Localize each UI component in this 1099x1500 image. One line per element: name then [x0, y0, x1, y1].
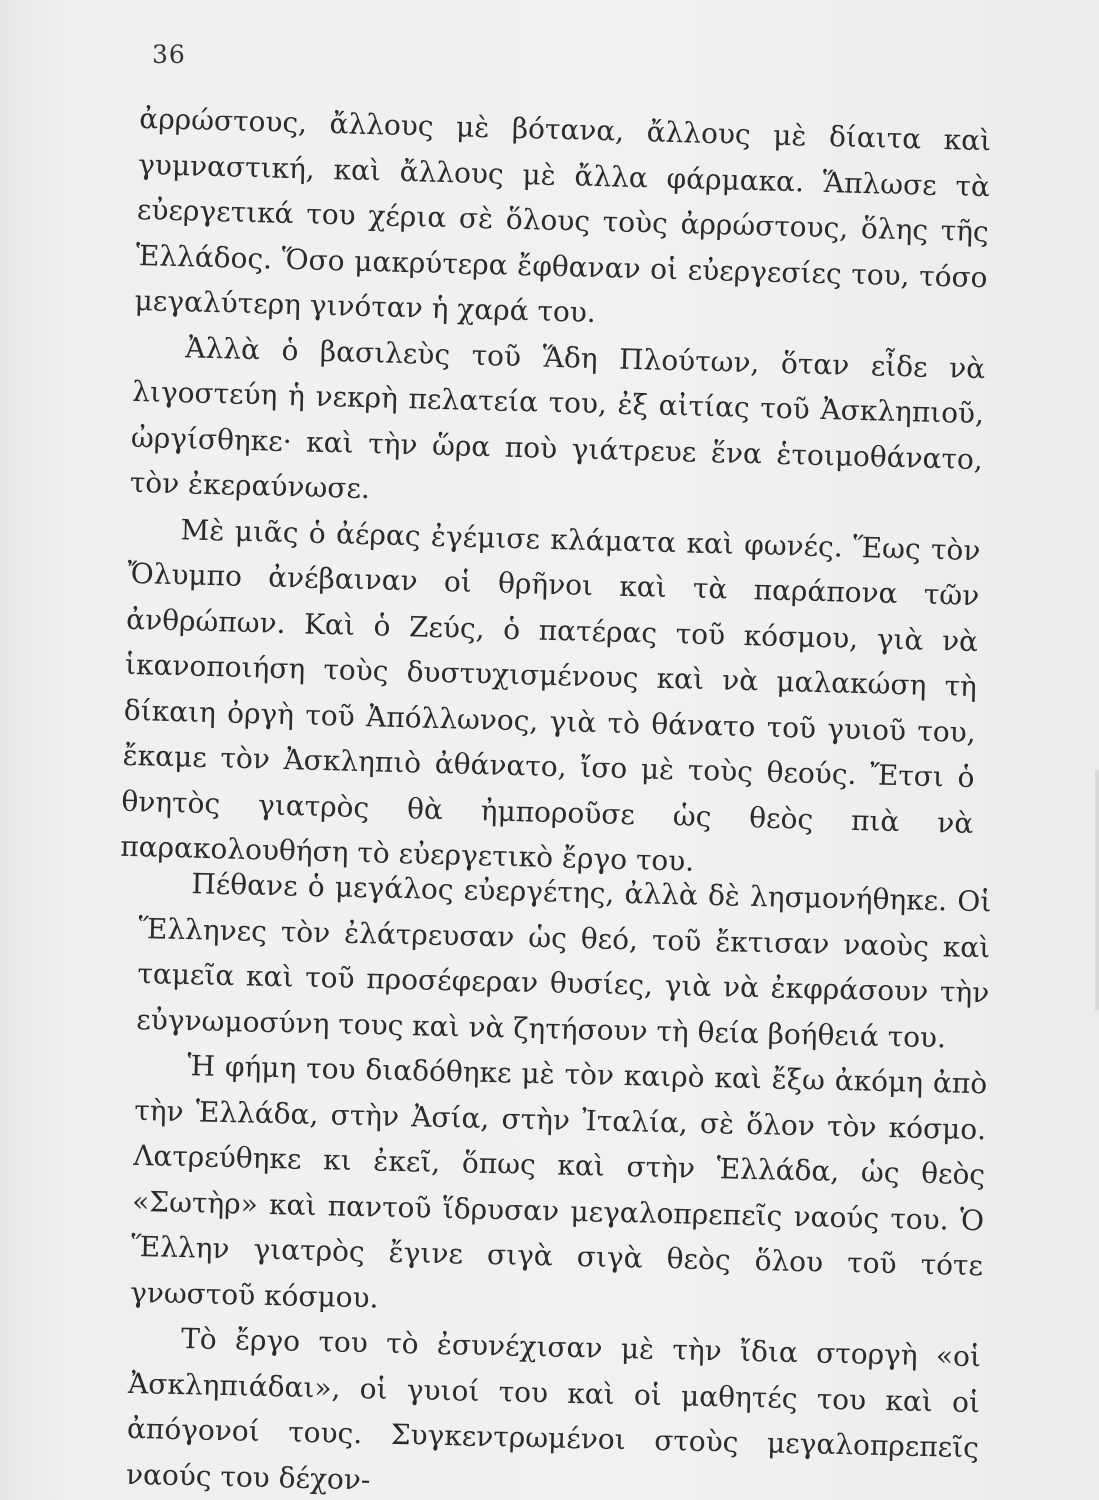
paragraph: Τὸ ἔργο του τὸ ἐσυνέχισαν μὲ τὴν ἴδια στοργὴ «οἱ Ἀσκληπιάδαι», οἱ γυιοί του καὶ οἱ μαθητές του καὶ οἱ ἀπόγονοί τους. Συγκεντρωμένοι στοὺς μεγαλοπρεπεῖς ναούς του δέχον- [125, 1322, 982, 1496]
paragraph: Ἀλλὰ ὁ βασιλεὺς τοῦ Ἅδη Πλούτων, ὅταν εἶδε νὰ λιγοστεύη ἡ νεκρὴ πελατεία του, ἐξ αἰτίας τοῦ Ἀσκληπιοῦ, ὠργίσθηκε· καὶ τὴν ὥρα ποὺ γιάτρευε ἕνα ἑτοιμοθάνατο, τὸν ἐκεραύνωσε. [129, 330, 986, 506]
page-edge-shadow [1095, 770, 1099, 1010]
text-block-top [120, 96, 992, 892]
paragraph: ἀρρώστους, ἄλλους μὲ βότανα, ἄλλους μὲ δίαιτα καὶ γυμναστική, καὶ ἄλλους μὲ ἄλλα φάρμακα. Ἅπλωσε τὰ εὐεργετικά του χέρια σὲ ὅλους τοὺς ἀρρώστους, ὅλης τῆς Ἑλλάδος. Ὅσο μακρύτερα ἔφθαναν οἱ εὐεργεσίες του, τόσο μεγαλύτερη γινόταν ἡ χαρά του. [134, 101, 992, 329]
page-number: 36 [152, 40, 186, 69]
paragraph: Ἡ φήμη του διαδόθηκε μὲ τὸν καιρὸ καὶ ἔξω ἀκόμη ἀπὸ τὴν Ἑλλάδα, στὴν Ἀσία, στὴν Ἰταλία, σὲ ὅλον τὸν κόσμο. Λατρεύθηκε κι ἐκεῖ, ὅπως καὶ στὴν Ἑλλάδα, ὡς θεὸς «Σωτὴρ» καὶ παντοῦ ἵδρυσαν μεγαλοπρεπεῖς ναούς του. Ὁ Ἕλλην γιατρὸς ἔγινε σιγὰ σιγὰ θεὸς ὅλου τοῦ τότε γνωστοῦ κόσμου. [129, 1049, 988, 1315]
text-block-bottom [126, 860, 992, 1500]
paragraph: Πέθανε ὁ μεγάλος εὐεργέτης, ἀλλὰ δὲ λησμονήθηκε. Οἱ Ἕλληνες τὸν ἐλάτρευσαν ὡς θεό, τοῦ ἔκτισαν ναοὺς καὶ ταμεῖα καὶ τοῦ προσέφεραν θυσίες, γιὰ νὰ ἐκφράσουν τὴν εὐγνωμοσύνη τους καὶ νὰ ζητήσουν τὴ θεία βοήθειά του. [136, 867, 992, 1054]
paragraph: Μὲ μιᾶς ὁ ἀέρας ἐγέμισε κλάματα καὶ φωνές. Ἕως τὸν Ὄλυμπο ἀνέβαιναν οἱ θρῆνοι καὶ τὰ παράπονα τῶν ἀνθρώπων. Καὶ ὁ Ζεύς, ὁ πατέρας τοῦ κόσμου, γιὰ νὰ ἱκανοποιήση τοὺς δυστυχισμένους καὶ νὰ μαλακώση τὴ δίκαιη ὀργὴ τοῦ Ἀπόλλωνος, γιὰ τὸ θάνατο τοῦ γυιοῦ του, ἔκαμε τὸν Ἀσκληπιὸ ἀθάνατο, ἴσο μὲ τοὺς θεούς. Ἔτσι ὁ θνητὸς γιατρὸς θὰ ἠμποροῦσε ὡς θεὸς πιὰ νὰ παρακολουθήση τὸ εὐεργετικὸ ἔργο του. [119, 512, 981, 878]
